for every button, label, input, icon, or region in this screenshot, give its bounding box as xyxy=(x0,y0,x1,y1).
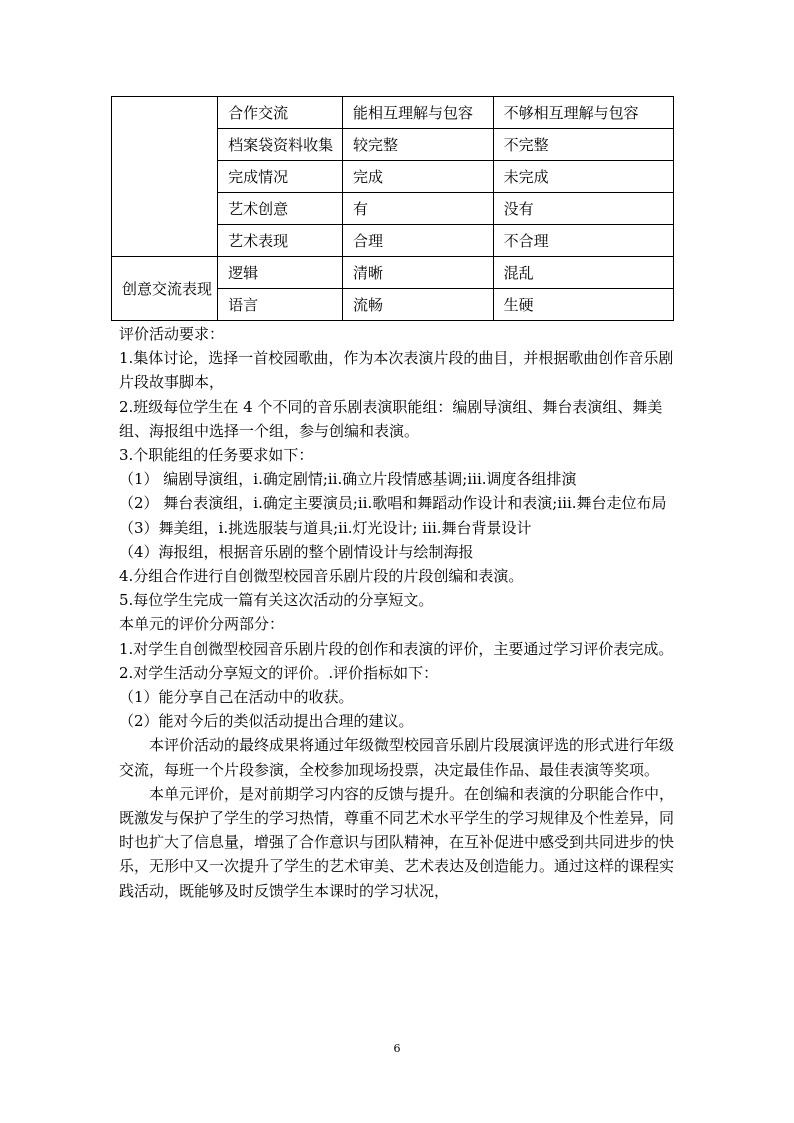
table-cell: 有 xyxy=(343,193,494,225)
page-number: 6 xyxy=(393,1042,401,1055)
table-cell: 生硬 xyxy=(493,289,673,321)
table-cell: 逻辑 xyxy=(218,257,343,289)
table-row xyxy=(112,97,674,129)
table-cell: 不合理 xyxy=(493,225,673,257)
list-item: 5.每位学生完成一篇有关这次活动的分享短文。 xyxy=(119,591,434,610)
list-item: （2） 舞台表演组，ⅰ.确定主要演员;ⅱ.歌唱和舞蹈动作设计和表演;ⅲ.舞台走位布局 xyxy=(119,494,667,513)
list-item: （1） 编剧导演组，ⅰ.确定剧情;ⅱ.确立片段情感基调;ⅲ.调度各组排演 xyxy=(119,470,577,489)
table-cell xyxy=(112,97,218,257)
list-item: （3）舞美组，ⅰ.挑选服装与道具;ⅱ.灯光设计; ⅲ.舞台背景设计 xyxy=(119,518,532,537)
table-cell: 没有 xyxy=(493,193,673,225)
table-cell: 流畅 xyxy=(343,289,494,321)
table-cell: 能相互理解与包容 xyxy=(343,97,494,129)
table-cell: 艺术创意 xyxy=(218,193,343,225)
table-cell: 档案袋资料收集 xyxy=(218,129,343,161)
table-cell: 不完整 xyxy=(493,129,673,161)
paragraph: 本单元评价，是对前期学习内容的反馈与提升。在创编和表演的分职能合作中，既激发与保护了学生的学习热情，尊重不同艺术水平学生的学习规律及个性差异，同时也扩大了信息量，增强了合作意识与团队精神，在互补促进中感受到共同进步的快乐，无形中又一次提升了学生的艺术审美、艺术表达及创造能力。通过这样的课程实践活动，既能够及时反馈学生本课时的学习状况， xyxy=(119,784,675,900)
table-cell: 创意交流表现 xyxy=(112,257,218,321)
list-item: 3.个职能组的任务要求如下： xyxy=(119,446,314,465)
table-cell: 未完成 xyxy=(493,161,673,193)
table-cell: 艺术表现 xyxy=(218,225,343,257)
body-text xyxy=(119,322,679,903)
list-item: （4）海报组，根据音乐剧的整个剧情设计与绘制海报 xyxy=(119,542,474,561)
table-cell: 合理 xyxy=(343,225,494,257)
list-item: 2.班级每位学生在 4 个不同的音乐剧表演职能组：编剧导演组、舞台表演组、舞美组、海报组中选择一个组，参与创编和表演。 xyxy=(119,397,663,440)
paragraph: 本评价活动的最终成果将通过年级微型校园音乐剧片段展演评选的形式进行年级交流，每班一个片段参演，全校参加现场投票，决定最佳作品、最佳表演等奖项。 xyxy=(119,736,675,779)
table-cell: 较完整 xyxy=(343,129,494,161)
table-cell: 不够相互理解与包容 xyxy=(493,97,673,129)
list-item: 1.集体讨论，选择一首校园歌曲，作为本次表演片段的曲目，并根据歌曲创作音乐剧片段故事脚本， xyxy=(119,349,674,392)
table-cell: 合作交流 xyxy=(218,97,343,129)
list-item: 1.对学生自创微型校园音乐剧片段的创作和表演的评价，主要通过学习评价表完成。 xyxy=(119,639,674,658)
table-cell: 混乱 xyxy=(493,257,673,289)
table-cell: 语言 xyxy=(218,289,343,321)
table-cell: 完成情况 xyxy=(218,161,343,193)
section-heading: 评价活动要求： xyxy=(119,325,225,343)
evaluation-table xyxy=(111,96,674,321)
table-cell: 清晰 xyxy=(343,257,494,289)
list-item: 2.对学生活动分享短文的评价。.评价指标如下： xyxy=(119,663,439,682)
list-item: （1）能分享自己在活动中的收获。 xyxy=(119,688,354,707)
table-cell: 完成 xyxy=(343,161,494,193)
table-row xyxy=(112,257,674,289)
list-item: 本单元的评价分两部分： xyxy=(119,615,285,634)
list-item: （2）能对今后的类似活动提出合理的建议。 xyxy=(119,712,414,731)
list-item: 4.分组合作进行自创微型校园音乐剧片段的片段创编和表演。 xyxy=(119,567,524,586)
